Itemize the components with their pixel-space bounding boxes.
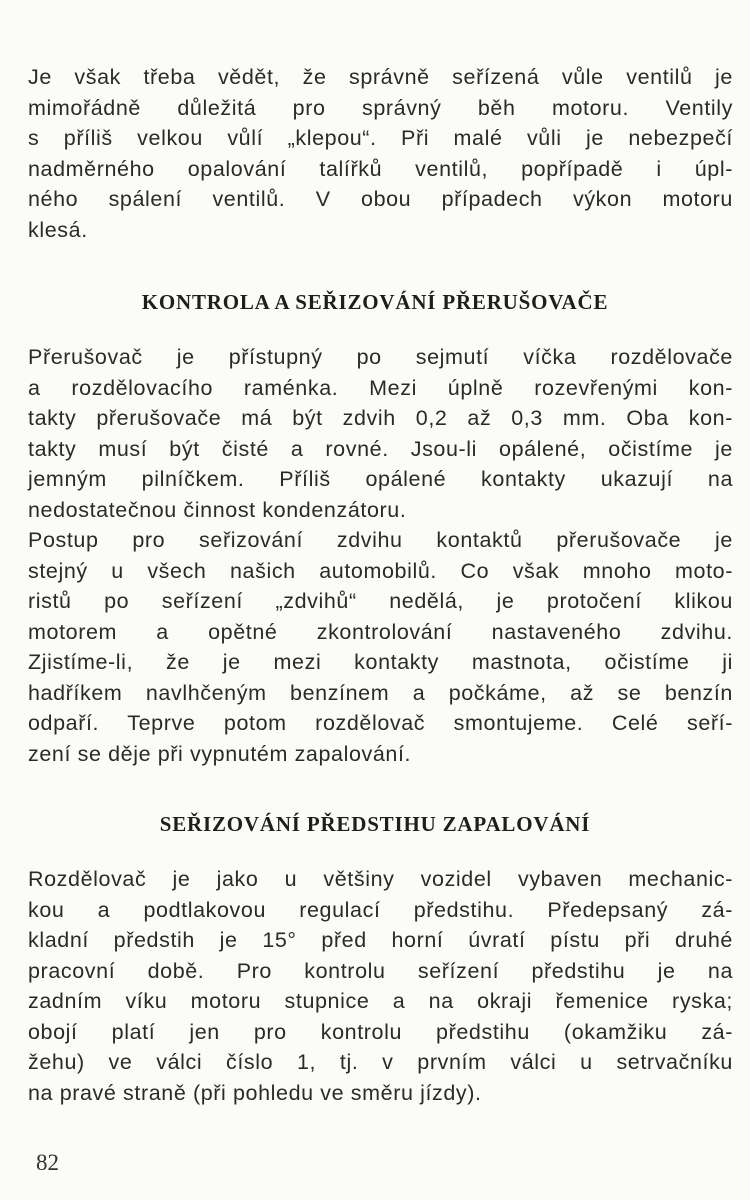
paragraph-breaker-access: [28, 342, 733, 769]
paragraph-valve-clearance: [28, 62, 733, 245]
text-line: kou a podtlakovou regulací předstihu. Předepsaný zá-: [28, 897, 733, 922]
text-line: odpaří. Teprve potom rozdělovač smontujeme. Celé seří-: [28, 711, 733, 735]
text-line: jemným pilníčkem. Příliš opálené kontakty ukazují na: [28, 467, 733, 491]
text-line: nadměrného opalování talířků ventilů, popřípadě i úpl-: [28, 156, 733, 181]
text-line: Zjistíme-li, že je mezi kontakty mastnota, očistíme ji: [28, 650, 733, 674]
text-line: zadním víku motoru stupnice a na okraji řemenice ryska;: [28, 989, 733, 1013]
text-line: ristů po seřízení „zdvihů“ nedělá, je protočení klikou: [28, 589, 733, 613]
text-line: nedostatečnou činnost kondenzátoru.: [28, 497, 407, 522]
text-line: s příliš velkou vůlí „klepou“. Při malé vůli je nebezpečí: [28, 126, 733, 150]
text-line: a rozdělovacího raménka. Mezi úplně rozevřenými kon-: [28, 375, 733, 400]
text-line: hadříkem navlhčeným benzínem a počkáme, až se benzín: [28, 680, 733, 705]
text-line: Rozdělovač je jako u většiny vozidel vybaven mechanic-: [28, 867, 733, 891]
text-line: žehu) ve válci číslo 1, tj. v prvním válci u setrvačníku: [28, 1050, 733, 1074]
page-number: 82: [36, 1150, 59, 1175]
text-line: ného spálení ventilů. V obou případech výkon motoru: [28, 187, 733, 211]
text-line: zení se děje při vypnutém zapalování.: [28, 741, 412, 766]
text-line: motorem a opětné zkontrolování nastaveného zdvihu.: [28, 619, 733, 644]
section-heading-ignition-timing: SEŘIZOVÁNÍ PŘEDSTIHU ZAPALOVÁNÍ: [159, 812, 591, 836]
text-line: Je však třeba vědět, že správně seřízená vůle ventilů je: [28, 65, 733, 89]
text-line: obojí platí jen pro kontrolu předstihu (okamžiku zá-: [28, 1019, 733, 1044]
text-line: Přerušovač je přístupný po sejmutí víčka rozdělovače: [28, 345, 733, 369]
text-line: takty přerušovače má být zdvih 0,2 až 0,3 mm. Oba kon-: [28, 406, 733, 430]
paragraph-ignition-timing: [28, 864, 733, 1108]
text-line: klesá.: [28, 217, 88, 242]
text-line: pracovní době. Pro kontrolu seřízení předstihu je na: [28, 958, 733, 983]
text-line: takty musí být čisté a rovné. Jsou-li opálené, očistíme je: [28, 436, 733, 461]
text-line: na pravé straně (při pohledu ve směru jízdy).: [28, 1080, 482, 1105]
text-line: mimořádně důležitá pro správný běh motoru. Ventily: [28, 95, 733, 120]
text-line: stejný u všech našich automobilů. Co však mnoho moto-: [28, 558, 733, 583]
section-heading-breaker: KONTROLA A SEŘIZOVÁNÍ PŘERUŠOVAČE: [141, 290, 609, 314]
text-line: Postup pro seřizování zdvihu kontaktů přerušovače je: [28, 528, 733, 552]
text-line: kladní předstih je 15° před horní úvratí pístu při druhé: [28, 928, 733, 952]
